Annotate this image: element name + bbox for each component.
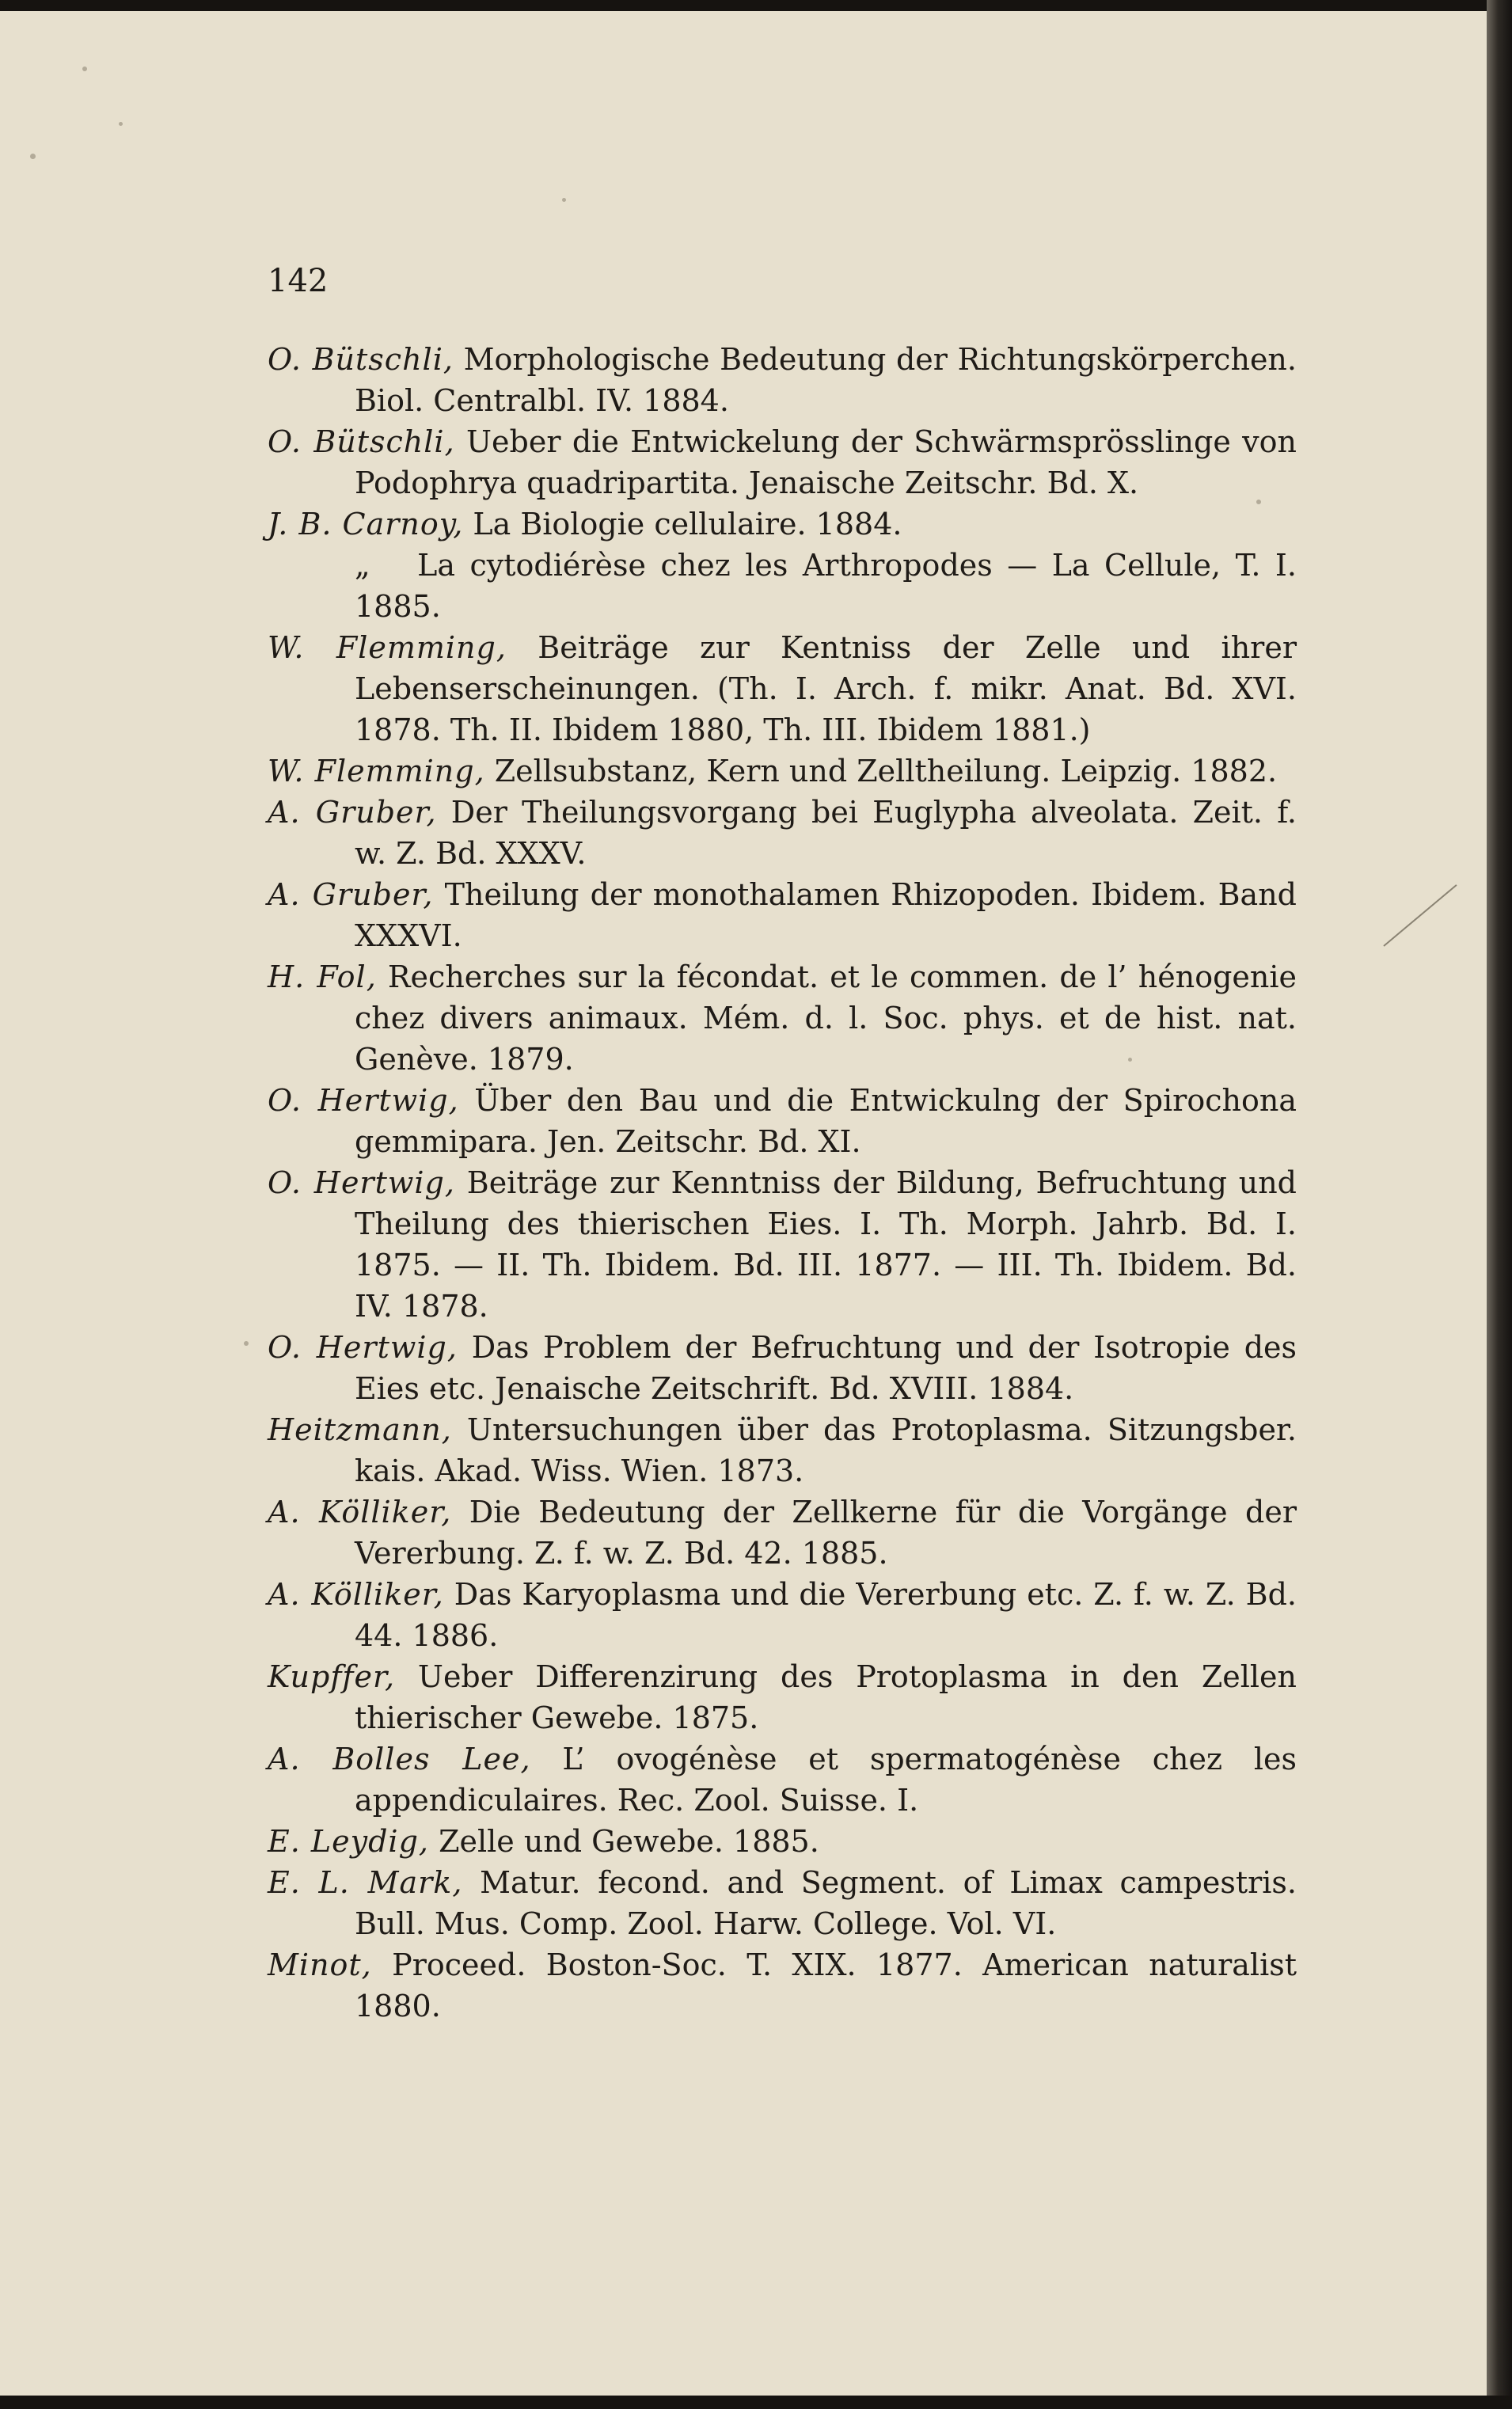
scan-bottom-edge: [0, 2396, 1512, 2409]
reference-author: O. Hertwig,: [268, 1165, 455, 1200]
reference-text: Morphologische Bedeutung der Richtungskörperchen. Biol. Centralbl. IV. 1884.: [355, 342, 1297, 418]
reference-text: Beiträge zur Kenntniss der Bildung, Befruchtung und Theilung des thierischen Eies. I. Th. Morph. Jahrb. Bd. I. 1875. — II. Th. Ibidem. Bd. III. 1877. — III. Th. Ibidem. Bd. IV. 1878.: [355, 1165, 1297, 1324]
reference-entry: [268, 1656, 1297, 1738]
reference-text: Der Theilungsvorgang bei Euglypha alveolata. Zeit. f. w. Z. Bd. XXXV.: [355, 795, 1297, 871]
reference-entry: [268, 339, 1297, 421]
reference-text: Theilung der monothalamen Rhizopoden. Ibidem. Band XXXVI.: [355, 877, 1297, 953]
paper-speck: [82, 66, 87, 71]
reference-author: E. L. Mark,: [268, 1865, 463, 1900]
page-number: 142: [268, 263, 329, 299]
reference-text: Matur. fecond. and Segment. of Limax campestris. Bull. Mus. Comp. Zool. Harw. College. Vol. VI.: [355, 1865, 1297, 1941]
scan-top-edge: [0, 0, 1512, 11]
reference-text: Recherches sur la fécondat. et le commen. de l’ hénogenie chez divers animaux. Mém. d. l. Soc. phys. et de hist. nat. Genève. 1879.: [355, 959, 1297, 1077]
reference-entry: [268, 956, 1297, 1080]
reference-entry: [268, 421, 1297, 503]
book-page: [0, 11, 1487, 2396]
reference-author: H. Fol,: [268, 959, 377, 994]
reference-entry: [268, 1738, 1297, 1821]
reference-text: Zellsubstanz, Kern und Zelltheilung. Leipzig. 1882.: [484, 754, 1278, 788]
reference-text: Das Karyoplasma und die Vererbung etc. Z. f. w. Z. Bd. 44. 1886.: [355, 1577, 1297, 1653]
reference-text: L’ ovogénèse et spermatogénèse chez les appendiculaires. Rec. Zool. Suisse. I.: [355, 1742, 1297, 1818]
reference-text: Über den Bau und die Entwickulng der Spirochona gemmipara. Jen. Zeitschr. Bd. XI.: [355, 1083, 1297, 1159]
reference-author: A. Gruber,: [268, 795, 437, 830]
reference-text: Untersuchungen über das Protoplasma. Sitzungsber. kais. Akad. Wiss. Wien. 1873.: [355, 1412, 1297, 1488]
reference-text: La Biologie cellulaire. 1884.: [463, 507, 902, 541]
reference-author: O. Hertwig,: [268, 1330, 458, 1365]
reference-entry: [268, 545, 1297, 627]
reference-author: W. Flemming,: [268, 754, 485, 788]
reference-author: Heitzmann,: [268, 1412, 452, 1447]
reference-text: Das Problem der Befruchtung und der Isotropie des Eies etc. Jenaische Zeitschrift. Bd. XVIII. 1884.: [355, 1330, 1297, 1406]
reference-entry: [268, 1327, 1297, 1409]
reference-entry: [268, 1080, 1297, 1162]
reference-author: O. Hertwig,: [268, 1083, 459, 1118]
paper-speck: [562, 198, 566, 202]
reference-entry: [268, 792, 1297, 874]
reference-author: O. Bütschli,: [268, 342, 454, 377]
reference-entry: [268, 1409, 1297, 1491]
reference-entry: [268, 750, 1297, 792]
reference-list: [268, 339, 1297, 2027]
reference-entry: [268, 1162, 1297, 1327]
reference-entry: [268, 1574, 1297, 1656]
ditto-mark: „: [355, 548, 371, 583]
reference-author: Kupffer,: [268, 1659, 396, 1694]
reference-text: La cytodiérèse chez les Arthropodes — La Cellule, T. I. 1885.: [355, 548, 1297, 624]
paper-speck: [119, 122, 123, 126]
reference-text: Ueber die Entwickelung der Schwärmsprösslinge von Podophrya quadripartita. Jenaische Zeitschr. Bd. X.: [355, 424, 1297, 500]
reference-entry: [268, 1862, 1297, 1944]
reference-text: Die Bedeutung der Zellkerne für die Vorgänge der Vererbung. Z. f. w. Z. Bd. 42. 1885.: [355, 1495, 1297, 1571]
reference-entry: [268, 874, 1297, 956]
paper-speck: [244, 1341, 249, 1346]
reference-entry: [268, 1821, 1297, 1862]
reference-author: W. Flemming,: [268, 630, 507, 665]
reference-author: A. Gruber,: [268, 877, 434, 912]
paper-speck: [30, 154, 36, 159]
reference-author: A. Kölliker,: [268, 1577, 444, 1612]
reference-text: Ueber Differenzirung des Protoplasma in den Zellen thierischer Gewebe. 1875.: [355, 1659, 1297, 1735]
margin-pencil-mark: [1383, 884, 1457, 947]
reference-entry: [268, 503, 1297, 545]
reference-text: Zelle und Gewebe. 1885.: [428, 1824, 819, 1859]
book-spine-edge: [1487, 0, 1512, 2409]
reference-author: O. Bütschli,: [268, 424, 455, 459]
reference-entry: [268, 1944, 1297, 2027]
reference-entry: [268, 1491, 1297, 1574]
reference-author: E. Leydig,: [268, 1824, 429, 1859]
reference-entry: [268, 627, 1297, 750]
reference-author: Minot,: [268, 1947, 372, 1982]
reference-author: A. Kölliker,: [268, 1495, 452, 1529]
reference-text: Proceed. Boston-Soc. T. XIX. 1877. American naturalist 1880.: [355, 1947, 1297, 2023]
reference-author: A. Bolles Lee,: [268, 1742, 531, 1776]
reference-text: Beiträge zur Kentniss der Zelle und ihrer Lebenserscheinungen. (Th. I. Arch. f. mikr. Anat. Bd. XVI. 1878. Th. II. Ibidem 1880, Th. III. Ibidem 1881.): [355, 630, 1297, 747]
reference-author: J. B. Carnoy,: [268, 507, 464, 541]
